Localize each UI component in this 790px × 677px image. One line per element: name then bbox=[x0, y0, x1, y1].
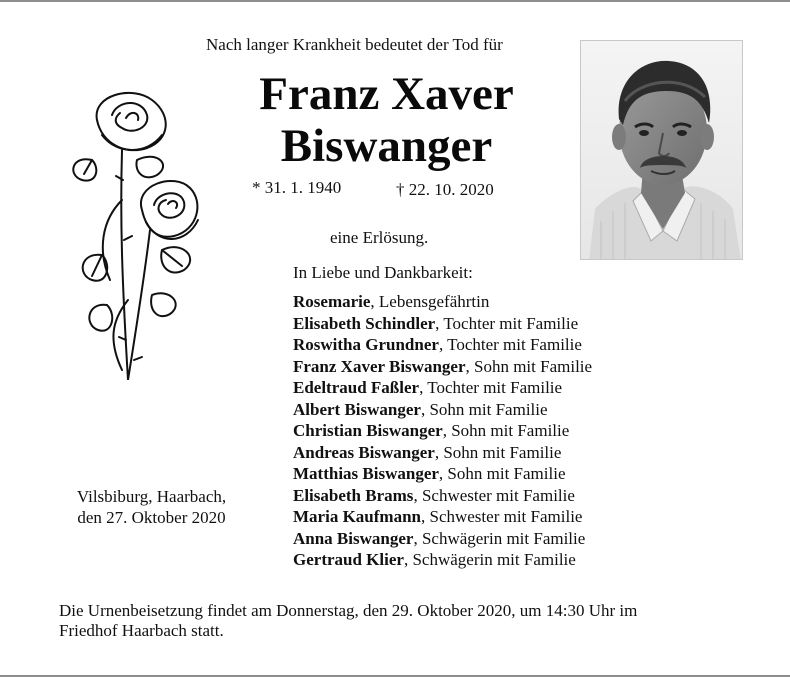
mourner-name: Matthias Biswanger bbox=[293, 464, 439, 483]
mourner-relation: , Schwägerin mit Familie bbox=[403, 550, 576, 569]
release-text: eine Erlösung. bbox=[330, 228, 429, 247]
mourner-item bbox=[293, 528, 592, 550]
place-date bbox=[59, 486, 244, 528]
mourner-name: Gertraud Klier bbox=[293, 550, 404, 569]
mourner-item bbox=[293, 506, 592, 528]
mourner-item bbox=[293, 334, 592, 356]
deceased-name-line2: Biswanger bbox=[280, 120, 493, 172]
mourner-name: Anna Biswanger bbox=[293, 528, 414, 548]
mourner-relation: , Sohn mit Familie bbox=[420, 399, 548, 419]
deceased-name bbox=[214, 68, 559, 172]
mourner-item bbox=[293, 549, 592, 571]
mourner-relation: , Tochter mit Familie bbox=[419, 378, 563, 397]
mourner-item bbox=[293, 399, 592, 421]
mourner-relation: , Schwägerin mit Familie bbox=[413, 528, 586, 548]
funeral-line1: Die Urnenbeisetzung findet am Donnerstag, den 29. Oktober 2020, um 14:30 Uhr im bbox=[59, 601, 638, 620]
portrait-image bbox=[581, 41, 743, 260]
mourner-item bbox=[293, 442, 592, 464]
mourner-name: Roswitha Grundner bbox=[293, 335, 439, 354]
date-line: den 27. Oktober 2020 bbox=[77, 508, 226, 527]
intro-text: Nach langer Krankheit bedeutet der Tod für bbox=[206, 35, 503, 54]
mourner-name: Edeltraud Faßler bbox=[293, 378, 420, 397]
mourner-relation: , Sohn mit Familie bbox=[465, 356, 593, 376]
mourners-list bbox=[293, 291, 592, 571]
mourner-relation: , Sohn mit Familie bbox=[434, 442, 562, 462]
mourner-item bbox=[293, 463, 592, 485]
mourner-item bbox=[293, 420, 592, 442]
mourner-item bbox=[293, 485, 592, 507]
rose-icon bbox=[62, 80, 212, 380]
mourner-name: Albert Biswanger bbox=[293, 399, 421, 419]
mourner-relation: , Schwester mit Familie bbox=[420, 507, 583, 526]
mourner-item bbox=[293, 356, 592, 378]
mourner-relation: , Sohn mit Familie bbox=[442, 421, 570, 440]
mourner-relation: , Tochter mit Familie bbox=[438, 335, 582, 354]
funeral-line2: Friedhof Haarbach statt. bbox=[59, 621, 224, 640]
place-line: Vilsbiburg, Haarbach, bbox=[76, 487, 227, 506]
thanks-line: In Liebe und Dankbarkeit: bbox=[293, 263, 473, 282]
mourner-name: Maria Kaufmann bbox=[293, 507, 421, 526]
portrait-photo bbox=[580, 40, 743, 260]
mourner-item bbox=[293, 291, 592, 313]
mourner-relation: , Sohn mit Familie bbox=[438, 464, 566, 483]
funeral-info bbox=[59, 601, 749, 641]
death-date: † 22. 10. 2020 bbox=[396, 180, 494, 199]
mourner-name: Franz Xaver Biswanger bbox=[293, 356, 466, 376]
mourner-item bbox=[293, 377, 592, 399]
mourner-name: Elisabeth Brams bbox=[293, 485, 414, 505]
mourner-item bbox=[293, 313, 592, 335]
mourner-relation: , Schwester mit Familie bbox=[413, 485, 575, 505]
deceased-name-line1: Franz Xaver bbox=[259, 68, 514, 120]
mourner-name: Andreas Biswanger bbox=[293, 442, 435, 462]
mourner-name: Elisabeth Schindler bbox=[293, 313, 436, 333]
birth-date: * 31. 1. 1940 bbox=[252, 178, 342, 197]
mourner-relation: , Lebensgefährtin bbox=[370, 292, 490, 311]
mourner-relation: , Tochter mit Familie bbox=[435, 313, 579, 333]
mourner-name: Christian Biswanger bbox=[293, 421, 443, 440]
mourner-name: Rosemarie bbox=[293, 292, 371, 311]
